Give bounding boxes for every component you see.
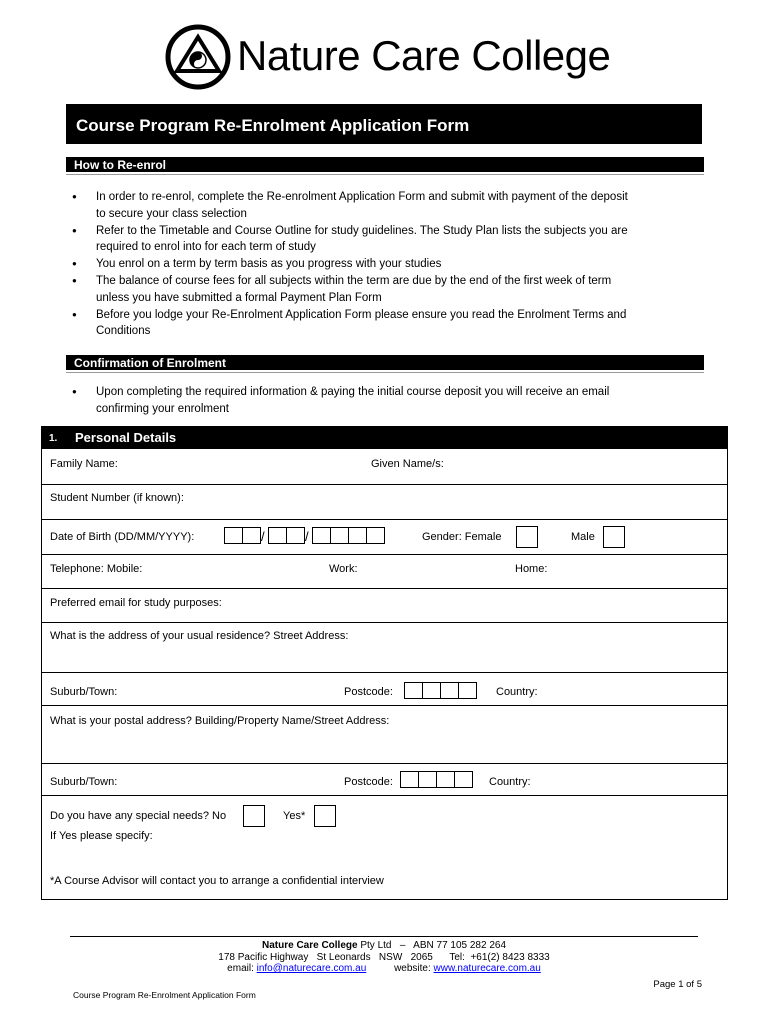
dob-label: Date of Birth (DD/MM/YYYY): [50,531,195,543]
confirmation-list [66,384,706,418]
footer-contact [70,963,698,975]
row-divider [42,554,727,555]
how-to-list [66,189,706,340]
dob-year-digit-4[interactable] [366,527,385,544]
special-needs-no-checkbox[interactable] [243,805,265,827]
telephone-work-label: Work: [329,563,358,575]
section-title: Personal Details [75,430,177,445]
postal-address-label: What is your postal address? Building/Property Name/Street Address: [50,715,390,727]
footer-divider [70,936,698,937]
given-name-label: Given Name/s: [371,458,444,470]
dob-year-digit-1[interactable] [312,527,331,544]
yin-yang-triangle-icon [165,24,231,90]
postcode-digit-1[interactable] [404,682,423,699]
page-number: Page 1 of 5 [653,979,702,990]
special-needs-yes-checkbox[interactable] [314,805,336,827]
list-item-continued: Conditions [96,325,151,338]
confirmation-heading: Confirmation of Enrolment [66,355,704,370]
gender-female-checkbox[interactable] [516,526,538,548]
email-label: Preferred email for study purposes: [50,597,222,609]
list-item-continued: confirming your enrolment [96,402,229,415]
dob-day-digit-2[interactable] [242,527,261,544]
list-item: ● Upon completing the required information & paying the initial course deposit you will receive an email [66,384,706,401]
telephone-home-label: Home: [515,563,548,575]
footer-website-link[interactable]: www.naturecare.com.au [433,963,541,974]
row-divider [42,484,727,485]
dob-month-digit-2[interactable] [286,527,305,544]
list-item: ● The balance of course fees for all subjects within the term are due by the end of the first week of term [66,273,706,290]
postal-postcode-digit-2[interactable] [418,771,437,788]
family-name-label: Family Name: [50,458,118,470]
list-item: ● Refer to the Timetable and Course Outline for study guidelines. The Study Plan lists the subjects you are [66,223,706,240]
personal-details-section [41,426,728,900]
postcode-digit-4[interactable] [458,682,477,699]
list-item: ● In order to re-enrol, complete the Re-enrolment Application Form and submit with payment of the deposit [66,189,706,206]
footer-company [70,940,698,952]
footer-company-name: Nature Care College [261,940,358,951]
postcode-label: Postcode: [344,686,393,698]
row-divider [42,705,727,706]
gender-label: Gender: Female [422,531,502,543]
list-item-continued: required to enrol into for each term of study [96,241,316,254]
dob-separator: / [305,529,309,544]
row-divider [42,672,727,673]
suburb-label: Suburb/Town: [50,686,118,698]
footer-website-label: website: [366,963,434,974]
footer-email-label: email: [227,963,257,974]
student-number-label: Student Number (if known): [50,492,184,504]
row-divider [42,588,727,589]
personal-details-header [42,427,727,449]
special-needs-label: Do you have any special needs? No [50,810,227,822]
row-divider [42,795,727,796]
logo-wordmark: Nature Care College [237,32,611,79]
dob-separator: / [261,529,265,544]
postcode-digit-3[interactable] [440,682,459,699]
postal-postcode-digit-3[interactable] [436,771,455,788]
list-item: ● You enrol on a term by term basis as you progress with your studies [66,256,706,273]
how-to-heading: How to Re-enrol [66,157,704,172]
dob-year-digit-3[interactable] [348,527,367,544]
college-logo [165,24,615,90]
footer-company-details: Pty Ltd – ABN 77 105 282 264 [357,940,507,951]
country-label: Country: [496,686,538,698]
dob-month-digit-1[interactable] [268,527,287,544]
postal-suburb-label: Suburb/Town: [50,776,118,788]
dob-day-digit-1[interactable] [224,527,243,544]
list-item: ● Before you lodge your Re-Enrolment Application Form please ensure you read the Enrolment Terms and [66,307,706,324]
special-needs-yes-label: Yes* [283,810,306,822]
telephone-mobile-label: Telephone: Mobile: [50,563,143,575]
usual-address-label: What is the address of your usual residence? Street Address: [50,630,349,642]
postal-postcode-label: Postcode: [344,776,393,788]
row-divider [42,622,727,623]
footer-address: 178 Pacific Highway St Leonards NSW 2065 Tel: +61(2) 8423 8333 [218,952,550,963]
postcode-digit-2[interactable] [422,682,441,699]
list-item-continued: unless you have submitted a formal Payment Plan Form [96,291,382,304]
postal-postcode-digit-4[interactable] [454,771,473,788]
dob-year-digit-2[interactable] [330,527,349,544]
special-needs-specify-label: If Yes please specify: [50,830,153,842]
footer-form-name: Course Program Re-Enrolment Application Form [73,990,256,1000]
postal-country-label: Country: [489,776,531,788]
section-number: 1. [49,433,58,444]
gender-male-checkbox[interactable] [603,526,625,548]
row-divider [42,519,727,520]
list-item-continued: to secure your class selection [96,207,247,220]
advisor-note: *A Course Advisor will contact you to arrange a confidential interview [50,875,384,887]
postal-postcode-digit-1[interactable] [400,771,419,788]
form-title: Course Program Re-Enrolment Application Form [66,104,702,144]
gender-male-label: Male [571,531,595,543]
footer-email-link[interactable]: info@naturecare.com.au [256,963,367,974]
row-divider [42,763,727,764]
